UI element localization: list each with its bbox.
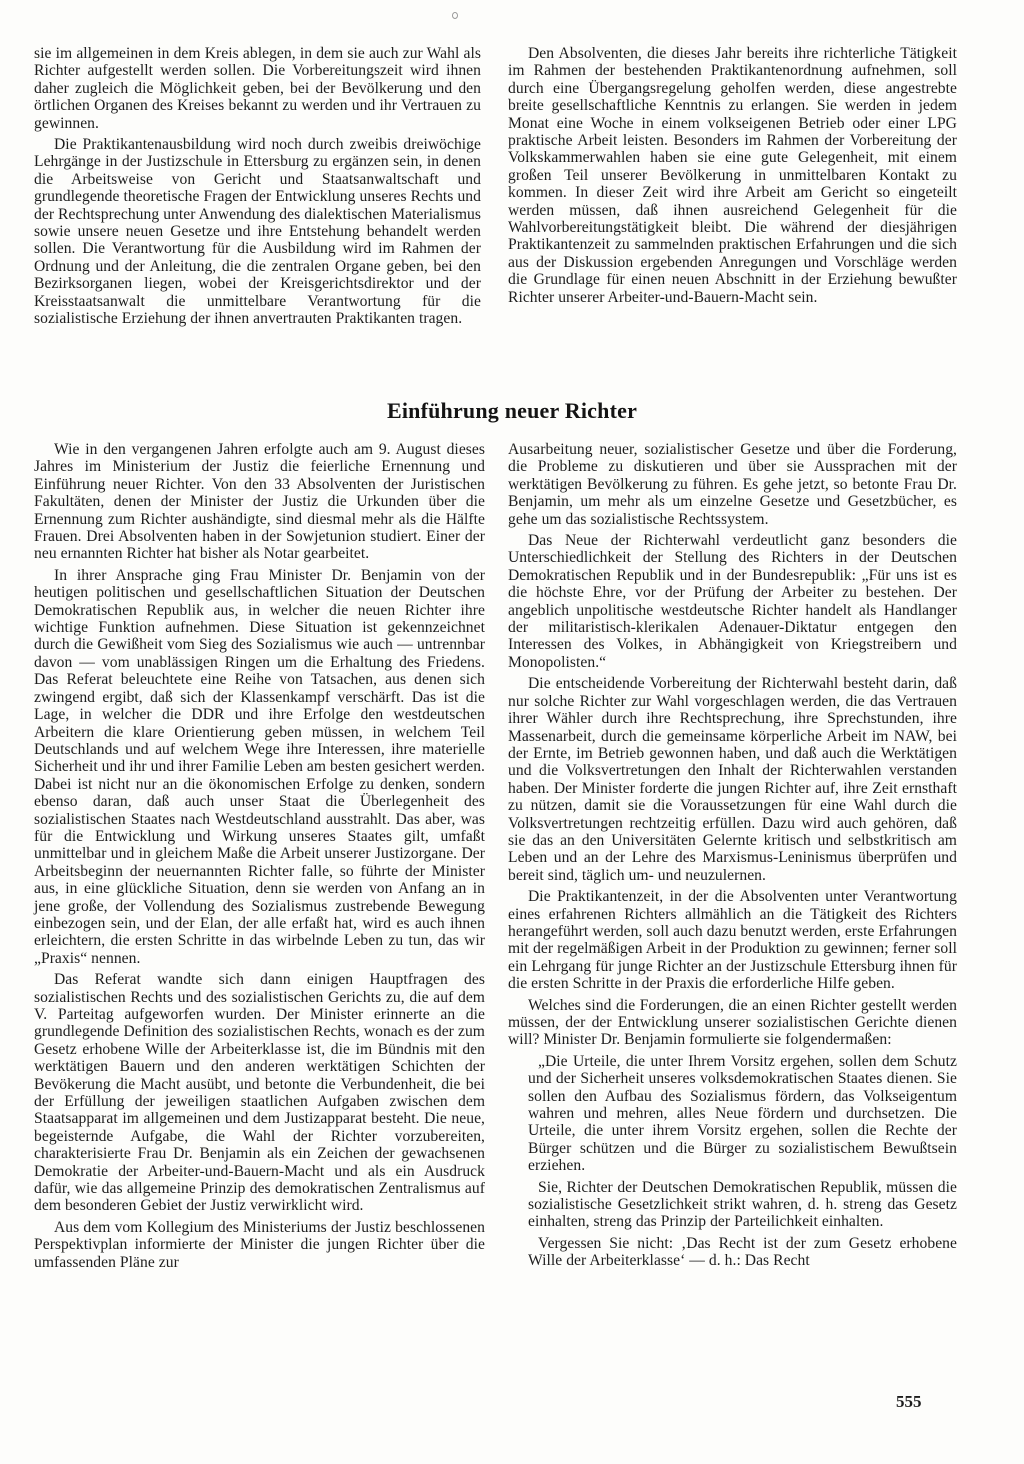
top-left-column [34,45,481,328]
scan-speck [452,12,458,19]
paragraph: Vergessen Sie nicht: ‚Das Recht ist der zum Gesetz erhobene Wille der Arbeiterklasse‘ — d. h.: Das Recht [528,1234,957,1270]
paragraph: Das Referat wandte sich dann einigen Hauptfragen des sozialistischen Rechts und des sozialistischen Gerichts zu, die auf dem V. Parteitag aufgeworfen wurden. Der Minister erinnerte an die grundlegende Definition des sozialistischen Rechts, wonach es der zum Gesetz erhobene Wille der Arbeiterklasse ist, die im Bündnis mit den werktätigen Bauern und den anderen werktätigen Schichten der Bevökerung die Macht ausübt, und betonte die Verbundenheit, die bei der Erfüllung der jeweiligen staatlichen Aufgaben zwischen dem Staatsapparat im allgemeinen und dem Justizapparat besteht. Die neue, begeisternde Aufgabe, die Wahl der Richter vorzubereiten, charakterisierte Frau Dr. Benjamin als ein Zeichen der gewachsenen Demokratie der Arbeiter-und-Bauern-Macht und als ein Ausdruck dafür, wie das allgemeine Prinzip des demokratischen Zentralismus auf dem besonderen Gebiet der Justiz verwirklicht wird. [34,971,485,1215]
paragraph: Die entscheidende Vorbereitung der Richterwahl besteht darin, daß nur solche Richter zur Wahl vorgeschlagen werden, die das Vertrauen ihrer Wähler durch ihre Rechtsprechung, ihre Sprechstunden, ihre Massenarbeit, durch die gemeinsame körperliche Arbeit im NAW, bei der Ernte, im Betrieb gewonnen haben, und daß auch die Werktätigen und die Volksvertretungen den Inhalt der Richterwahlen verstanden haben. Der Minister forderte die jungen Richter auf, ihre Zeit ernsthaft zu nützen, damit sie die Voraussetzungen für eine Wahl durch die Volksvertretungen rechtzeitig erfüllen. Dazu wird auch gehören, daß sie das an den Universitäten Gelernte kritisch und selbstkritisch am Leben und an der Lehre des Marxismus-Leninismus überprüfen und bereit sind, täglich um- und neuzulernen. [508,675,957,884]
paragraph: „Die Urteile, die unter Ihrem Vorsitz ergehen, sollen dem Schutz und der Sicherheit unseres volksdemokratischen Staates dienen. Sie sollen den Aufbau des Sozialismus fördern, das Volkseigentum wahren und mehren, alles Neue fördern und durchsetzen. Die Urteile, die unter ihrem Vorsitz ergehen, sollen die Rechte der Bürger schützen und die Bürger zu sozialistischem Bewußtsein erziehen. [528,1052,957,1175]
paragraph: Die Praktikantenzeit, in der die Absolventen unter Verantwortung eines erfahrenen Richters allmählich an die Tätigkeit des Richters herangeführt werden, soll auch dazu benutzt werden, erste Erfahrungen mit der regelmäßigen Arbeit in der Produktion zu gewinnen; ferner soll ein Lehrgang für junge Richter an der Justizschule Ettersburg ihnen für die ersten Schritte in der Praxis die erforderliche Hilfe geben. [508,888,957,993]
section-heading: Einführung neuer Richter [386,398,638,423]
paragraph: sie im allgemeinen in dem Kreis ablegen, in dem sie auch zur Wahl als Richter aufgestellt werden sollen. Die Vorbereitungszeit wird ihnen daher zugleich die Möglichkeit geben, bei der Bevölkerung und den örtlichen Organen des Kreises bekannt zu werden und ihr Vertrauen zu gewinnen. [34,45,481,132]
paragraph: In ihrer Ansprache ging Frau Minister Dr. Benjamin von der heutigen politischen und gesellschaftlichen Situation der Deutschen Demokratischen Republik aus, in welcher die neuen Richter ihre wichtige Funktion aufnehmen. Diese Situation ist gekennzeichnet durch die Gewißheit vom Sieg des Sozialismus wie auch — untrennbar davon — vom unablässigen Ringen um die Erhaltung des Friedens. Das Referat beleuchtete eine Reihe von Tatsachen, aus denen sich zwingend ergibt, daß sich der Klassenkampf verschärft. Das ist die Lage, in welcher die DDR und ihre Erfolge den westdeutschen Arbeitern die klare Orientierung geben müssen, in welchem Teil Deutschlands und auf welchem Wege ihre Interessen, ihre materielle Sicherheit und ihr und ihrer Familie Leben am besten gesichert werden. Dabei ist nicht nur an die ökonomischen Erfolge zu denken, sondern ebenso daran, daß auch unser Staat die Überlegenheit des sozialistischen Staates nach Westdeutschland ausstrahlt. Das aber, was für die Entwicklung und Wirkung unseres Staates gilt, umfaßt unmittelbar und in gleichem Maße die Arbeit unserer Justizorgane. Der Arbeitsbeginn der neuernannten Richter falle, so führte der Minister aus, in eine glückliche Situation, denn sie werden von Anfang an in jene große, der Vollendung des Sozialismus zustrebende Bewegung einbezogen sein, und der Elan, der alle erfaßt hat, wird es auch ihnen erleichtern, die ersten Schritte in das wirbelnde Leben zu tun, das wir „Praxis“ nennen. [34,566,485,967]
top-right-column [508,45,957,306]
paragraph: Den Absolventen, die dieses Jahr bereits ihre richterliche Tätigkeit im Rahmen der bestehenden Praktikantenordnung aufnehmen, soll durch eine Übergangsregelung geholfen werden, diese angestrebte breite gesellschaftliche Kenntnis zu erlangen. Sie werden in jedem Monat eine Woche in einem volkseigenen Betrieb oder einer LPG praktische Arbeit leisten. Besonders im Rahmen der Vorbereitung der Volkskammerwahlen haben sie eine gute Gelegenheit, mit einem großen Teil unserer Bevölkerung in unmittelbaren Kontakt zu kommen. In dieser Zeit wird ihre Arbeit am Gericht so eingeteilt werden müssen, daß ihnen ausreichend Gelegenheit für die Wahlvorbereitungstätigkeit bleibt. Die während der diesjährigen Praktikantenzeit zu sammelnden praktischen Erfahrungen und die sich aus der Diskussion ergebenden Anregungen und Vorschläge werden die Grundlage für einen neuen Abschnitt in der Erziehung bewußter Richter unserer Arbeiter-und-Bauern-Macht sein. [508,45,957,306]
paragraph: Aus dem vom Kollegium des Ministeriums der Justiz beschlossenen Perspektivplan informierte der Minister die jungen Richter über die umfassenden Pläne zur [34,1218,485,1271]
paragraph: Welches sind die Forderungen, die an einen Richter gestellt werden müssen, der der Entwicklung unserer sozialistischen Gerichte dienen will? Minister Dr. Benjamin formulierte sie folgendermaßen: [508,996,957,1049]
paragraph: Das Neue der Richterwahl verdeutlicht ganz besonders die Unterschiedlichkeit der Stellung des Richters in der Deutschen Demokratischen Republik und in der Bundesrepublik: „Für uns ist es die höchste Ehre, vor der Prüfung der Arbeiter zu bestehen. Der angeblich unpolitische westdeutsche Richter handelt als Handlanger der militaristisch-klerikalen Adenauer-Diktatur entgegen den Interessen des Volkes, in Abhängigkeit von Kriegstreibern und Monopolisten.“ [508,532,957,671]
paragraph: Die Praktikantenausbildung wird noch durch zweibis dreiwöchige Lehrgänge in der Justizschule in Ettersburg zu ergänzen sein, in denen die Arbeitsweise von Gericht und Staatsanwaltschaft und grundlegende theoretische Fragen der Entwicklung unseres Rechts und der Rechtsprechung unter Anwendung des dialektischen Materialismus sowie unsere neuen Gesetze und ihre Entstehung behandelt werden sollen. Die Verantwortung für die Ausbildung wird im Rahmen der Ordnung und der Anleitung, die die zentralen Organe geben, bei den Bezirksorganen liegen, wobei der Kreisgerichtsdirektor und der Kreisstaatsanwalt die unmittelbare Verantwortung für die sozialistische Erziehung der ihnen anvertrauten Praktikanten tragen. [34,136,481,328]
paragraph: Wie in den vergangenen Jahren erfolgte auch am 9. August dieses Jahres im Ministerium der Justiz die feierliche Ernennung und Einführung neuer Richter. Von den 33 Absolventen der Juristischen Fakultäten, denen der Minister der Justiz die Urkunden über die Ernennung zum Richter aushändigte, sind diesmal mehr als die Hälfte Frauen. Drei Absolventen haben in der Sowjetunion studiert. Einer der neu ernannten Richter hat bisher als Notar gearbeitet. [34,441,485,563]
bottom-left-column [34,441,485,1271]
paragraph: Ausarbeitung neuer, sozialistischer Gesetze und über die Forderung, die Probleme zu diskutieren und über sie Aussprachen mit der werktätigen Bevölkerung zu führen. Es gehe jetzt, so betonte Frau Dr. Benjamin, um mehr als um einzelne Gesetze und Gesetzbücher, es gehe um das sozialistische Rechtssystem. [508,441,957,528]
paragraph: Sie, Richter der Deutschen Demokratischen Republik, müssen die sozialistische Gesetzlichkeit strikt wahren, d. h. streng das Gesetz einhalten, streng das Prinzip der Parteilichkeit einhalten. [528,1178,957,1231]
page-number: 555 [896,1392,922,1411]
bottom-right-column [508,441,957,1270]
